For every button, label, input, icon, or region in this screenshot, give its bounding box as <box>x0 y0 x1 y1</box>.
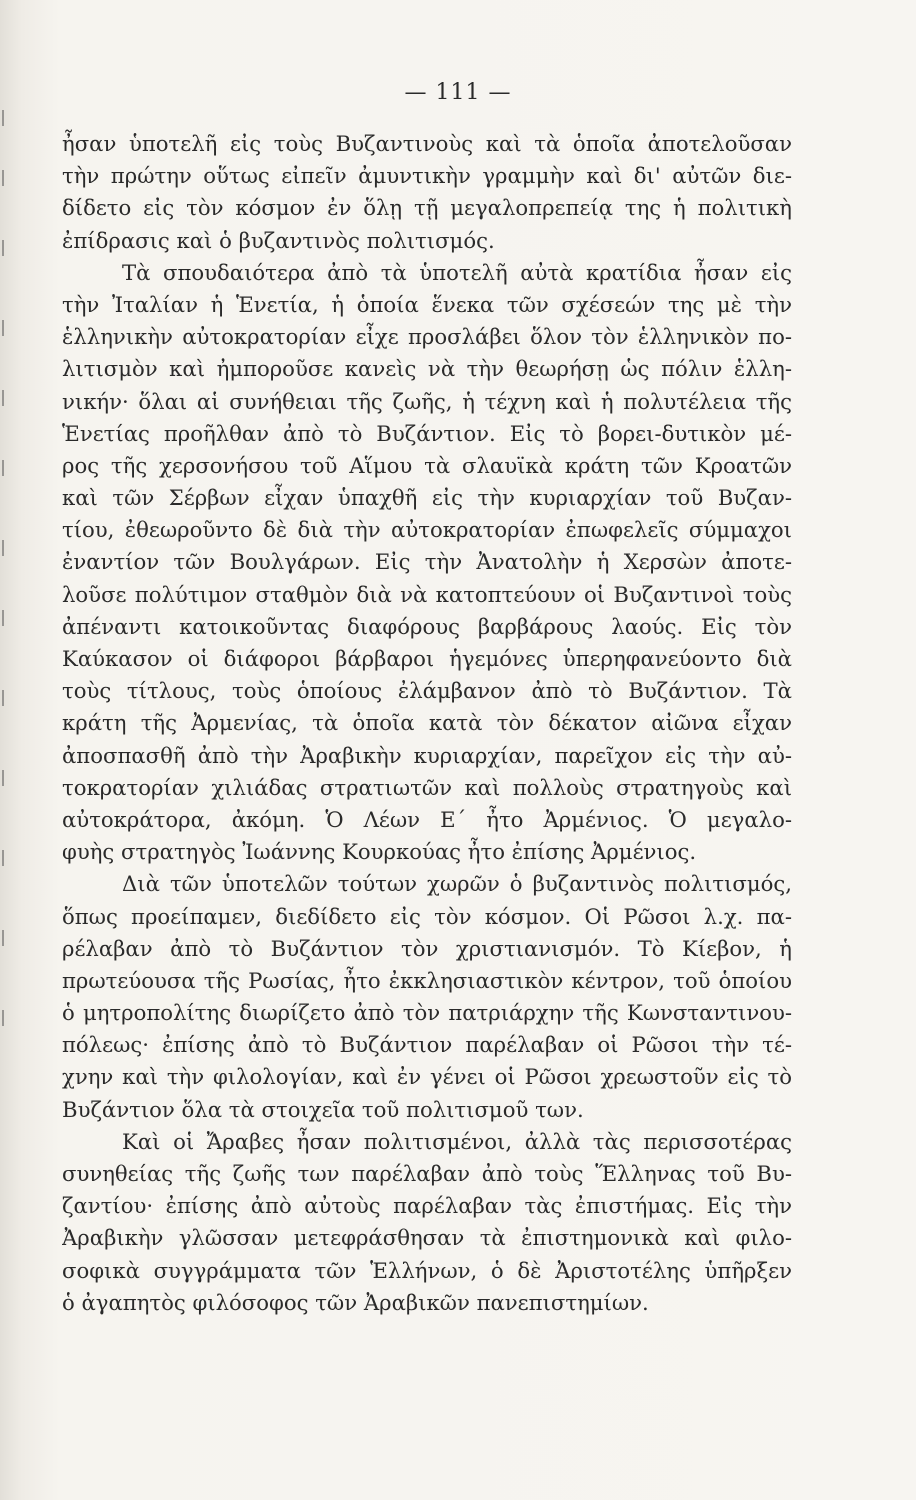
text-line: Ἑνετίας προῆλθαν ἀπὸ τὸ Βυζάντιον. Εἰς τὸ βορει-δυτικὸν μέ- <box>62 420 792 446</box>
page-number: — 111 — <box>404 80 512 105</box>
text-line: φυὴς στρατηγὸς Ἰωάννης Κουρκούας ἦτο ἐπίσης Ἀρμένιος. <box>62 839 697 865</box>
adjacent-page-edge <box>0 90 14 1090</box>
text-line: Τὰ σπουδαιότερα ἀπὸ τὰ ὑποτελῆ αὐτὰ κρατίδια ἦσαν εἰς <box>122 259 792 285</box>
text-line: ρέλαβαν ἀπὸ τὸ Βυζάντιον τὸν χριστιανισμόν. Τὸ Κίεβον, ἡ <box>62 935 792 961</box>
text-line: ὁ μητροπολίτης διωρίζετο ἀπὸ τὸν πατριάρχην τῆς Κωνσταντινου- <box>62 1000 792 1026</box>
text-line: Καύκασον οἱ διάφοροι βάρβαροι ἡγεμόνες ὑπερηφανεύοντο διὰ <box>62 646 792 671</box>
text-line: Ἀραβικὴν γλῶσσαν μετεφράσθησαν τὰ ἐπιστημονικὰ καὶ φιλο- <box>62 1225 792 1251</box>
text-line: ὅπως προείπαμεν, διεδίδετο εἰς τὸν κόσμον. Οἱ Ρῶσοι λ.χ. πα- <box>62 903 792 929</box>
text-line: τίου, ἐθεωροῦντο δὲ διὰ τὴν αὐτοκρατορίαν ἐπωφελεῖς σύμμαχοι <box>62 517 792 543</box>
text-line: ἀπέναντι κατοικοῦντας διαφόρους βαρβάρους λαούς. Εἰς τὸν <box>62 613 792 639</box>
text-line: Καὶ οἱ Ἄραβες ἦσαν πολιτισμένοι, ἀλλὰ τὰς περισσοτέρας <box>122 1128 792 1154</box>
text-line: καὶ τῶν Σέρβων εἶχαν ὑπαχθῆ εἰς τὴν κυριαρχίαν τοῦ Βυζαν- <box>62 485 792 511</box>
body-text <box>62 128 792 1319</box>
text-line: αὐτοκράτορα, ἀκόμη. Ὁ Λέων Ε΄ ἦτο Ἀρμένιος. Ὁ μεγαλο- <box>62 806 792 832</box>
text-line: ὁ ἀγαπητὸς φιλόσοφος τῶν Ἀραβικῶν πανεπιστημίων. <box>62 1289 649 1315</box>
text-line: δίδετο εἰς τὸν κόσμον ἐν ὅλῃ τῇ μεγαλοπρεπείᾳ της ἡ πολιτικὴ <box>62 195 792 221</box>
text-line: πόλεως· ἐπίσης ἀπὸ τὸ Βυζάντιον παρέλαβαν οἱ Ρῶσοι τὴν τέ- <box>62 1032 792 1058</box>
text-line: νικήν· ὅλαι αἱ συνήθειαι τῆς ζωῆς, ἡ τέχνη καὶ ἡ πολυτέλεια τῆς <box>62 388 792 414</box>
text-line: ἀποσπασθῆ ἀπὸ τὴν Ἀραβικὴν κυριαρχίαν, παρεῖχον εἰς τὴν αὐ- <box>62 742 792 768</box>
text-line: Βυζάντιον ὅλα τὰ στοιχεῖα τοῦ πολιτισμοῦ των. <box>62 1096 584 1122</box>
text-line: τοὺς τίτλους, τοὺς ὁποίους ἐλάμβανον ἀπὸ τὸ Βυζάντιον. Τὰ <box>62 678 792 704</box>
text-line: κράτη τῆς Ἀρμενίας, τὰ ὁποῖα κατὰ τὸν δέκατον αἰῶνα εἶχαν <box>62 710 792 736</box>
text-line: ἦσαν ὑποτελῆ εἰς τοὺς Βυζαντινοὺς καὶ τὰ ὁποῖα ἀποτελοῦσαν <box>62 131 792 156</box>
text-line: συνηθείας τῆς ζωῆς των παρέλαβαν ἀπὸ τοὺς Ἕλληνας τοῦ Βυ- <box>62 1161 792 1186</box>
text-line: χνην καὶ τὴν φιλολογίαν, καὶ ἐν γένει οἱ Ρῶσοι χρεωστοῦν εἰς τὸ <box>62 1064 792 1090</box>
text-line: ἑλληνικὴν αὐτοκρατορίαν εἶχε προσλάβει ὅλον τὸν ἑλληνικὸν πο- <box>62 324 792 350</box>
text-line: ζαντίου· ἐπίσης ἀπὸ αὐτοὺς παρέλαβαν τὰς ἐπιστήμας. Εἰς τὴν <box>62 1193 792 1219</box>
text-line: τοκρατορίαν χιλιάδας στρατιωτῶν καὶ πολλοὺς στρατηγοὺς καὶ <box>62 774 792 800</box>
text-line: ἐπίδρασις καὶ ὁ βυζαντινὸς πολιτισμός. <box>62 227 495 253</box>
text-line: Διὰ τῶν ὑποτελῶν τούτων χωρῶν ὁ βυζαντινὸς πολιτισμός, <box>122 871 792 897</box>
text-line: ρος τῆς χερσονήσου τοῦ Αἵμου τὰ σλαυϊκὰ κράτη τῶν Κροατῶν <box>62 452 792 478</box>
text-line: σοφικὰ συγγράμματα τῶν Ἑλλήνων, ὁ δὲ Ἀριστοτέλης ὑπῆρξεν <box>62 1257 792 1283</box>
text-line: τὴν πρώτην οὕτως εἰπεῖν ἀμυντικὴν γραμμὴν καὶ δι' αὐτῶν διε- <box>62 163 792 189</box>
text-line: πρωτεύουσα τῆς Ρωσίας, ἦτο ἐκκλησιαστικὸν κέντρον, τοῦ ὁποίου <box>62 967 792 993</box>
text-line: τὴν Ἰταλίαν ἡ Ἑνετία, ἡ ὁποία ἕνεκα τῶν σχέσεών της μὲ τὴν <box>62 291 792 317</box>
text-line: λοῦσε πολύτιμον σταθμὸν διὰ νὰ κατοπτεύουν οἱ Βυζαντινοὶ τοὺς <box>62 581 792 607</box>
text-line: ἐναντίον τῶν Βουλγάρων. Εἰς τὴν Ἀνατολὴν ἡ Χερσὼν ἀποτε- <box>62 549 792 575</box>
text-line: λιτισμὸν καὶ ἠμποροῦσε κανεὶς νὰ τὴν θεωρήσῃ ὡς πόλιν ἑλλη- <box>62 356 792 382</box>
